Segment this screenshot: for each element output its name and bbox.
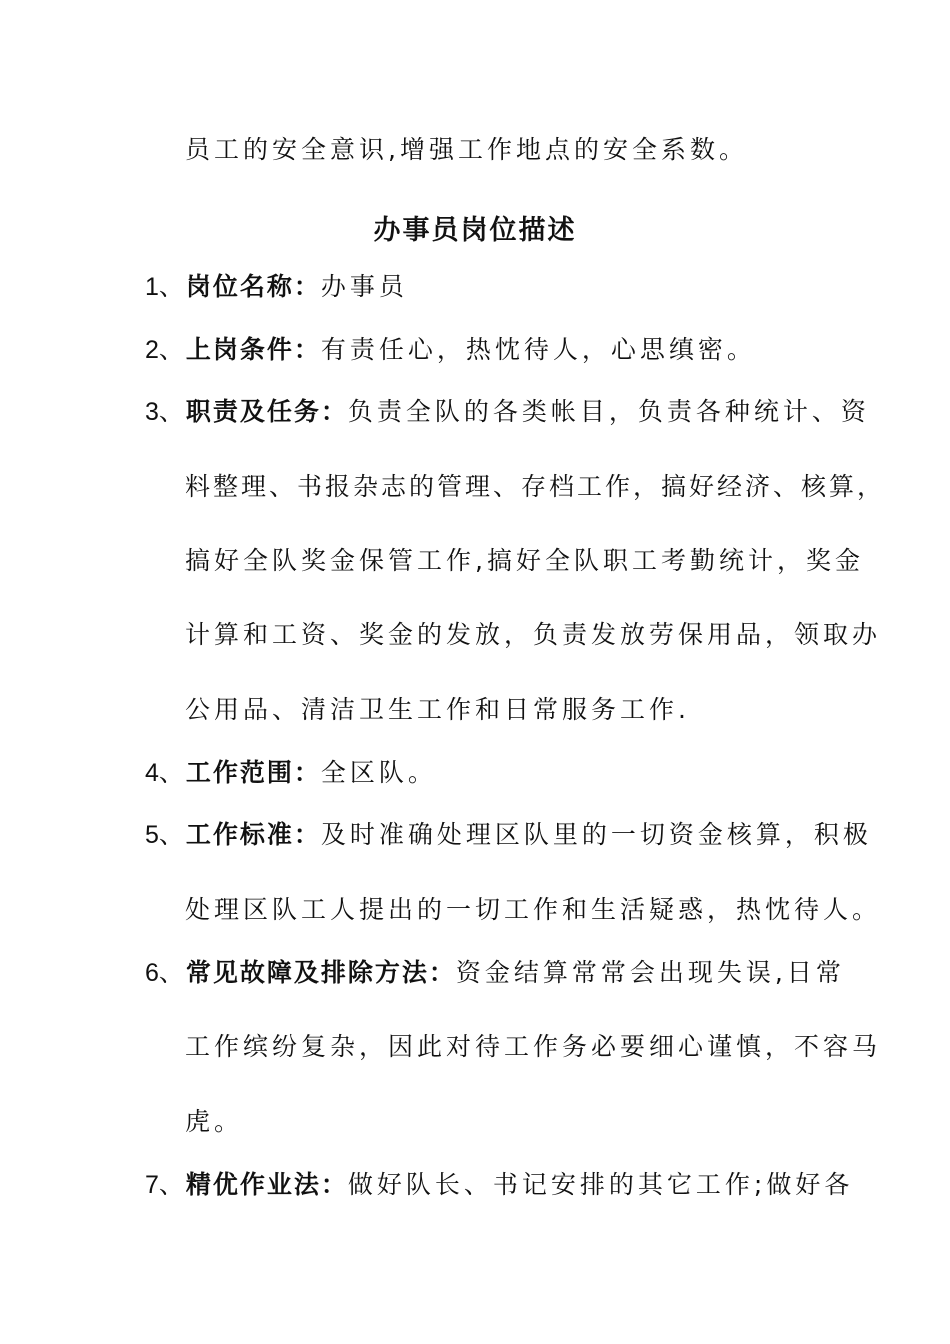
item-text-continuation: 计算和工资、奖金的发放，负责发放劳保用品，领取办 [185,620,882,649]
item-text: 有责任心，热忱待人，心思缜密。 [320,335,756,364]
item-number: 4、 [145,759,184,787]
item-number: 5、 [145,821,184,849]
item-text-continuation: 虎。 [185,1107,244,1136]
item-text-continuation: 搞好全队奖金保管工作,搞好全队职工考勤统计，奖金 [185,546,864,575]
item-number: 6、 [145,959,184,987]
item-text: 负责全队的各类帐目，负责各种统计、资 [347,397,870,426]
item-number: 3、 [145,398,184,426]
item-number: 2、 [145,336,184,364]
item-text-continuation: 公用品、清洁卫生工作和日常服务工作. [185,695,690,724]
item-text-continuation: 料整理、书报杂志的管理、存档工作，搞好经济、核算， [185,472,886,501]
item-label: 精优作业法： [185,1170,348,1199]
item-text-continuation: 处理区队工人提出的一切工作和生活疑惑，热忱待人。 [185,895,882,924]
item-text: 及时准确处理区队里的一切资金核算，积极 [320,820,872,849]
item-label: 岗位名称： [185,272,321,301]
list-item-5 [145,820,872,850]
item-number: 1、 [145,273,184,301]
item-label: 职责及任务： [185,397,348,426]
list-item-7 [145,1170,853,1200]
item-text: 资金结算常常会出现失误,日常 [455,958,845,987]
list-item-3 [145,397,870,427]
item-label: 上岗条件： [185,335,321,364]
list-item-2 [145,335,756,365]
item-label: 工作范围： [185,758,321,787]
item-number: 7、 [145,1171,184,1199]
list-item-1 [145,272,408,302]
item-label: 常见故障及排除方法： [185,958,456,987]
item-text: 办事员 [320,272,408,301]
item-text-continuation: 工作缤纷复杂，因此对待工作务必要细心谨慎，不容马 [185,1032,882,1061]
item-text: 做好队长、书记安排的其它工作;做好各 [347,1170,854,1199]
item-label: 工作标准： [185,820,321,849]
list-item-4 [145,758,437,788]
item-text: 全区队。 [320,758,437,787]
intro-line: 员工的安全意识,增强工作地点的安全系数。 [185,135,748,164]
page-title: 办事员岗位描述 [373,215,577,246]
list-item-6 [145,958,845,988]
